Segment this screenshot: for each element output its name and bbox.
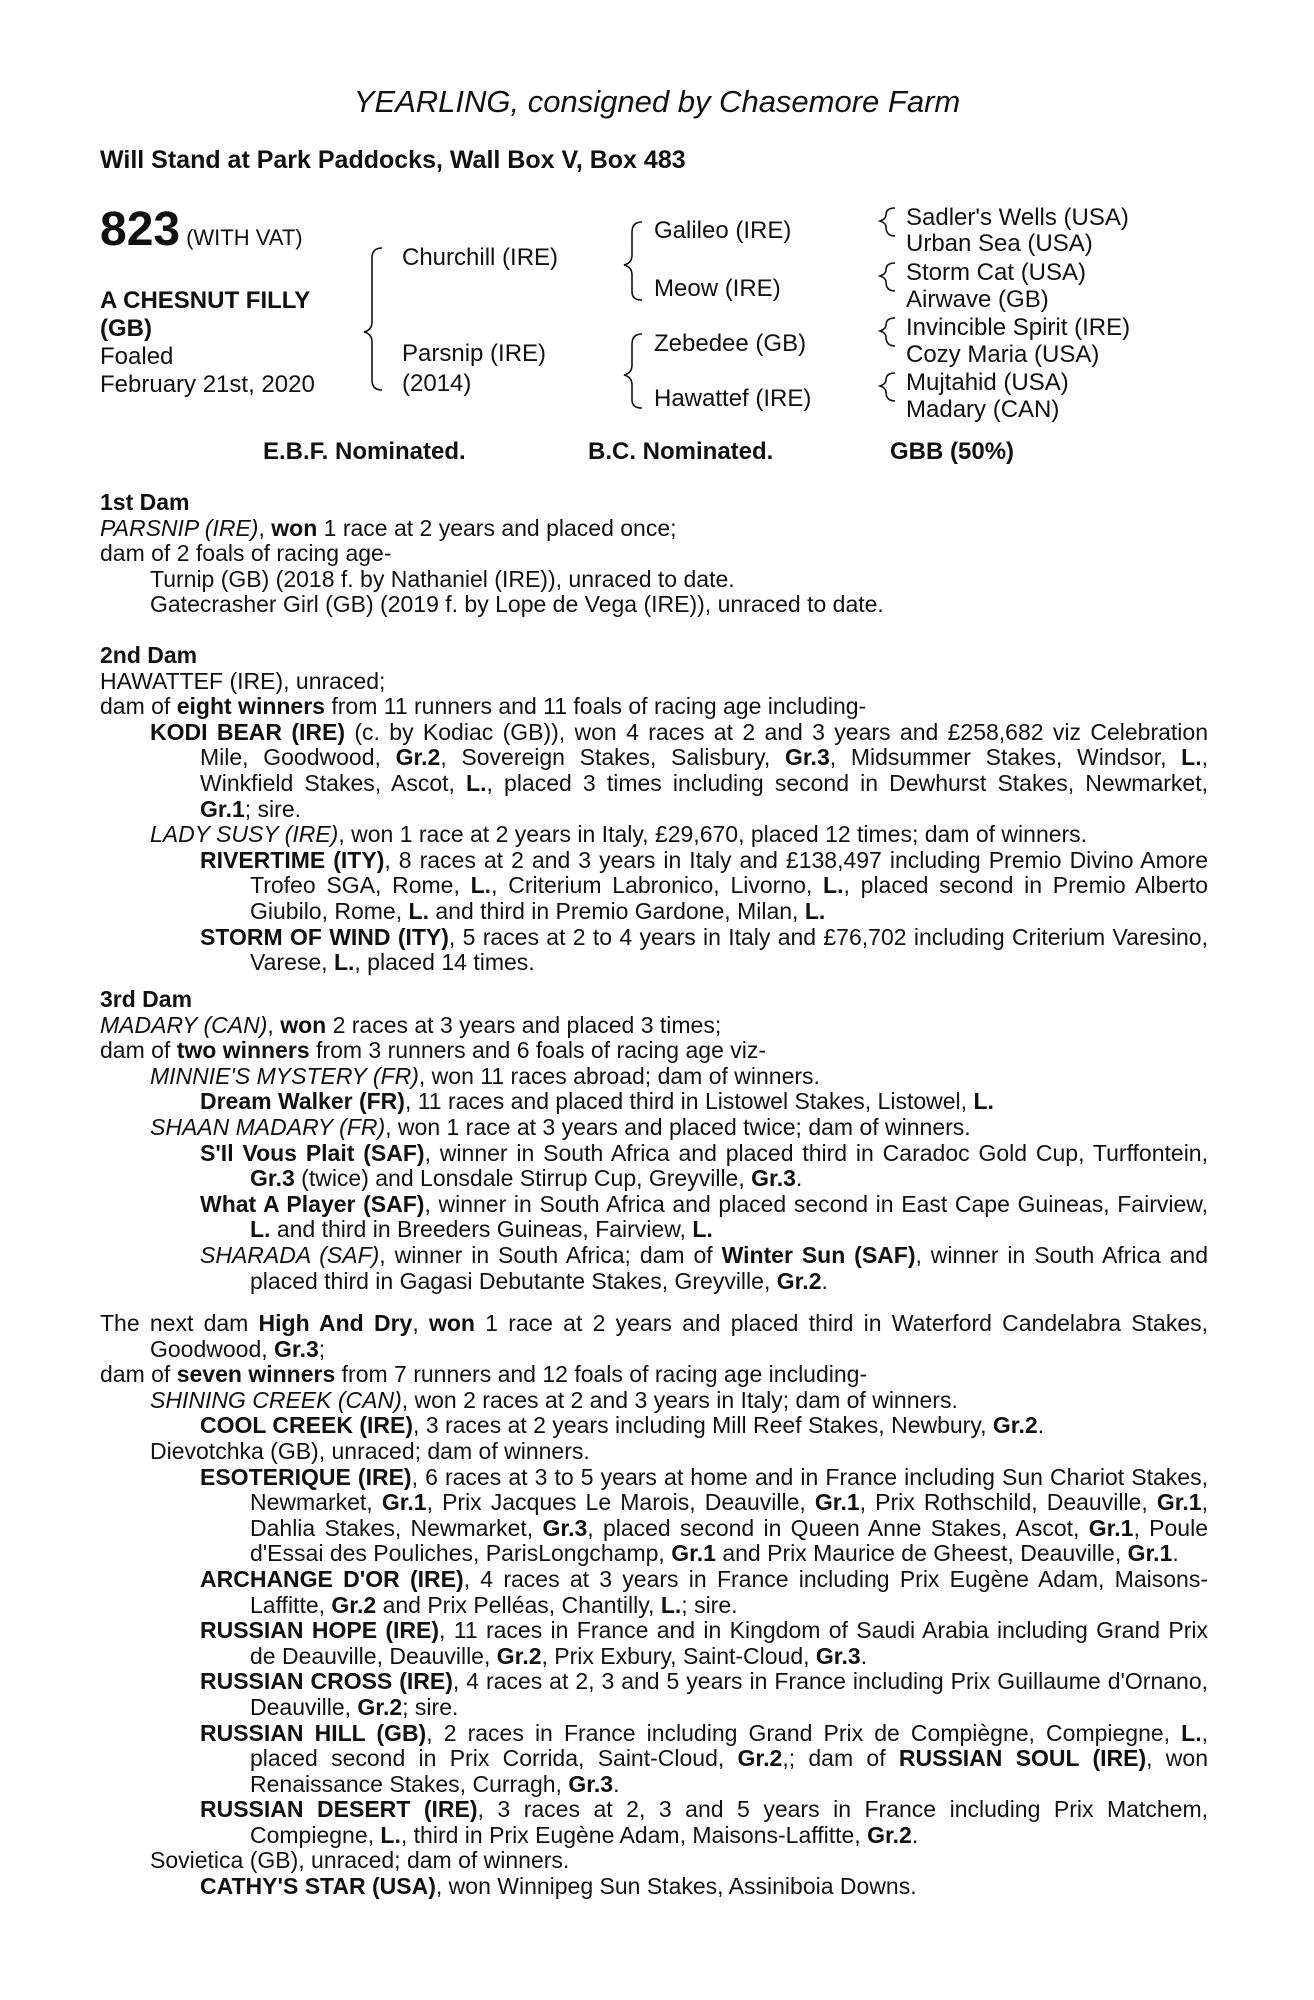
next-dam-section — [100, 1311, 1208, 1900]
ancestor-1: Sadler's Wells (USA) — [906, 204, 1129, 231]
dam: Parsnip (IRE) — [402, 340, 547, 367]
ancestor-4: Airwave (GB) — [906, 286, 1049, 313]
first-dam-heading: 1st Dam — [100, 489, 190, 515]
consignment-heading: YEARLING, consigned by Chasemore Farm — [353, 84, 961, 119]
produce-item: What A Player (SAF), winner in South Africa and placed second in East Cape Guineas, Fairview, L. and third in Breeders Guineas, Fairview, L. — [200, 1190, 1208, 1243]
produce-item: SHARADA (SAF), winner in South Africa; dam of Winter Sun (SAF), winner in South Africa and placed third in Gagasi Debutante Stakes, Greyville, Gr.2. — [200, 1241, 1209, 1294]
dam-sire: Zebedee (GB) — [654, 330, 807, 357]
produce-item: KODI BEAR (IRE) (c. by Kodiac (GB)), won 4 races at 2 and 3 years and £258,682 viz Celebration Mile, Goodwood, Gr.2, Sovereign Stakes, Salisbury, Gr.3, Midsummer Stakes, Windsor, L., Winkfield Stakes, Ascot, L., placed 3 times including second in Dewhurst Stakes, Newmarket, Gr.1; sire. — [150, 718, 1208, 822]
vat-note: (WITH VAT) — [186, 225, 303, 250]
produce-item: RUSSIAN HILL (GB), 2 races in France including Grand Prix de Compiègne, Compiegne, L., placed second in Prix Corrida, Saint-Cloud, Gr.2,; dam of RUSSIAN SOUL (IRE), won Renaissance Stakes, Curragh, Gr.3. — [200, 1719, 1209, 1797]
produce-item: RUSSIAN HOPE (IRE), 11 races in France and in Kingdom of Saudi Arabia including Grand Prix de Deauville, Deauville, Gr.2, Prix Exbury, Saint-Cloud, Gr.3. — [200, 1617, 1208, 1669]
produce-item: RIVERTIME (ITY), 8 races at 2 and 3 years in Italy and £138,497 including Premio Divino Amore Trofeo SGA, Rome, L., Criterium Labronico, Livorno, L., placed second in Premio Alberto Giubilo, Rome, L. and third in Premio Gardone, Milan, L. — [200, 846, 1209, 924]
first-dam-foals-line: dam of 2 foals of racing age- — [100, 540, 392, 567]
second-dam-section — [100, 643, 1208, 976]
dam-year: (2014) — [402, 370, 472, 397]
produce-item: CATHY'S STAR (USA), won Winnipeg Sun Stakes, Assiniboia Downs. — [200, 1873, 917, 1900]
produce-item: ESOTERIQUE (IRE), 6 races at 3 to 5 years at home and in France including Sun Chariot Stakes, Newmarket, Gr.1, Prix Jacques Le Marois, Deauville, Gr.1, Prix Rothschild, Deauville, Gr.1, Dahlia Stakes, Newmarket, Gr.3, placed second in Queen Anne Stakes, Ascot, Gr.1, Poule d'Essai des Pouliches, ParisLongchamp, Gr.1 and Prix Maurice de Gheest, Deauville, Gr.1. — [200, 1463, 1208, 1567]
sire-sire: Galileo (IRE) — [654, 217, 792, 244]
second-dam-winners-line: dam of eight winners from 11 runners and 11 foals of racing age including- — [100, 693, 867, 720]
gbb-status: GBB (50%) — [890, 438, 1015, 465]
produce-item: STORM OF WIND (ITY), 5 races at 2 to 4 years in Italy and £76,702 including Criterium Varesino, Varese, L., placed 14 times. — [200, 923, 1208, 976]
third-dam-section — [100, 987, 1208, 1294]
ancestor-8: Madary (CAN) — [906, 396, 1060, 423]
produce-item: SHAAN MADARY (FR), won 1 race at 3 years and placed twice; dam of winners. — [150, 1113, 971, 1140]
produce-item: MINNIE'S MYSTERY (FR), won 11 races abroad; dam of winners. — [150, 1062, 820, 1089]
next-dam-winners-line: dam of seven winners from 7 runners and 12 foals of racing age including- — [100, 1361, 868, 1388]
produce-item: ARCHANGE D'OR (IRE), 4 races at 3 years in France including Prix Eugène Adam, Maisons-Laffitte, Gr.2 and Prix Pelléas, Chantilly, L.; sire. — [200, 1565, 1208, 1618]
produce-item: Dream Walker (FR), 11 races and placed third in Listowel Stakes, Listowel, L. — [200, 1088, 994, 1115]
produce-item: LADY SUSY (IRE), won 1 race at 2 years in Italy, £29,670, placed 12 times; dam of winners. — [150, 821, 1088, 848]
ancestor-6: Cozy Maria (USA) — [906, 341, 1100, 368]
ancestor-2: Urban Sea (USA) — [906, 230, 1093, 257]
produce-item: Gatecrasher Girl (GB) (2019 f. by Lope de Vega (IRE)), unraced to date. — [150, 591, 884, 618]
produce-item: Turnip (GB) (2018 f. by Nathaniel (IRE)), unraced to date. — [150, 565, 735, 592]
lot-number: 823 — [100, 203, 181, 256]
third-dam-heading: 3rd Dam — [100, 986, 193, 1012]
ancestor-5: Invincible Spirit (IRE) — [906, 314, 1131, 341]
third-dam-line: MADARY (CAN), won 2 races at 3 years and placed 3 times; — [100, 1011, 722, 1038]
produce-item: COOL CREEK (IRE), 3 races at 2 years including Mill Reef Stakes, Newbury, Gr.2. — [200, 1412, 1045, 1439]
produce-item: RUSSIAN CROSS (IRE), 4 races at 2, 3 and 5 years in France including Prix Guillaume d'Ornano, Deauville, Gr.2; sire. — [200, 1668, 1208, 1720]
stand-location: Will Stand at Park Paddocks, Wall Box V, Box 483 — [100, 146, 686, 174]
foaled-label: Foaled — [100, 343, 174, 370]
ancestor-7: Mujtahid (USA) — [906, 369, 1069, 396]
produce-item: RUSSIAN DESERT (IRE), 3 races at 2, 3 and 5 years in France including Prix Matchem, Compiegne, L., third in Prix Eugène Adam, Maisons-Laffitte, Gr.2. — [200, 1796, 1208, 1848]
produce-item: Sovietica (GB), unraced; dam of winners. — [150, 1847, 570, 1874]
ancestor-3: Storm Cat (USA) — [906, 259, 1087, 286]
produce-item: SHINING CREEK (CAN), won 2 races at 2 and 3 years in Italy; dam of winners. — [150, 1386, 958, 1413]
produce-item: S'Il Vous Plait (SAF), winner in South Africa and placed third in Caradoc Gold Cup, Turffontein, Gr.3 (twice) and Lonsdale Stirrup Cup, Greyville, Gr.3. — [200, 1139, 1208, 1192]
horse-country: (GB) — [100, 315, 152, 342]
sire: Churchill (IRE) — [402, 244, 559, 271]
dam-dam: Hawattef (IRE) — [654, 385, 812, 412]
first-dam-section — [100, 490, 1208, 618]
produce-item: Dievotchka (GB), unraced; dam of winners. — [150, 1437, 590, 1464]
second-dam-line: HAWATTEF (IRE), unraced; — [100, 667, 386, 694]
third-dam-winners-line: dam of two winners from 3 runners and 6 foals of racing age viz- — [100, 1037, 767, 1064]
sire-dam: Meow (IRE) — [654, 275, 781, 302]
second-dam-heading: 2nd Dam — [100, 642, 198, 668]
horse-sex-colour: A CHESNUT FILLY — [100, 287, 311, 314]
ebf-nomination: E.B.F. Nominated. — [263, 438, 466, 465]
next-dam-line: The next dam High And Dry, won 1 race at 2 years and placed third in Waterford Candelabra Stakes, Goodwood, Gr.3; — [100, 1310, 1209, 1362]
bc-nomination: B.C. Nominated. — [588, 438, 774, 465]
first-dam-line: PARSNIP (IRE), won 1 race at 2 years and placed once; — [100, 514, 677, 541]
foaled-date: February 21st, 2020 — [100, 371, 315, 398]
